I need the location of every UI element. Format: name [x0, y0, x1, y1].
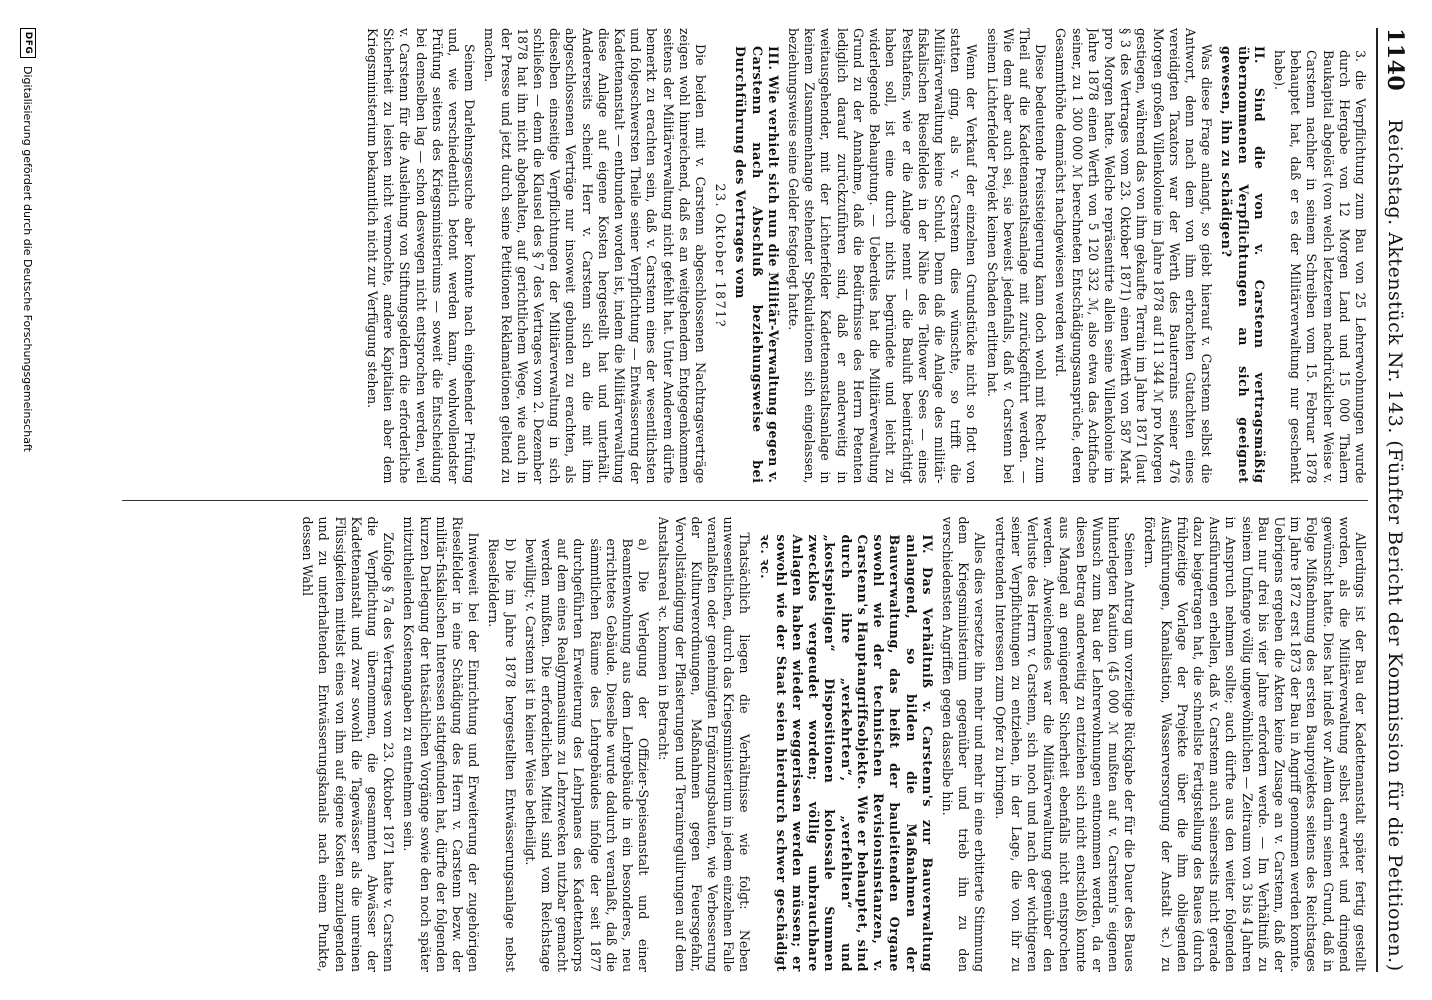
paragraph: Thatsächlich liegen die Verhältnisse wie folgt: Neben unwesentlichen, durch das Kriegsministerium in jedem einzelnen Falle veranlaßten oder genehmigten Ergänzungsbauten, wie Verbesserung der Kulturverordnungen, Maßnahmen gegen Feuersgefahr, Vervollständigung der Pflasterungen und Terrainregulirungen auf dem Anstaltsareal ꝛc. kommen in Betracht: — [656, 516, 753, 972]
paragraph: Seinen Antrag um vorzeitige Rückgabe der für die Dauer des Baues hinterlegten Kaution (45 000 ℳ mußten auf v. Carstenn's eigenen Wunsch zum Bau der Lehrerwohnungen entnommen werden, da er diesen Betrag anderweitig zu entziehen sich nicht entschloß) konnte aus Mangel an genügender Sicherheit ebenfalls nicht entsprochen werden. Abweichendes war die Militärverwaltung gegenüber den Verluste des Herrn v. Carstenn, sich noch und nach der wichtigeren seiner Verpflichtungen zu entziehen, in der Lage, die von ihr zu vertretenden Interessen zum Opfer zu bringen. — [992, 516, 1138, 972]
column-divider — [122, 500, 1368, 501]
paragraph: Die beiden mit v. Carstenn abgeschlossenen Nachtragsverträge zeigen wohl hinreichend, daß es an weitgehendem Entgegenkommen seitens der Militärverwaltung nicht gefehlt hat. Unter Anderem dürfte bemerkt zu erachten sein, daß v. Carstenn eines der wesentlichsten und folgeschwersten Theile seiner Verpflichtung — Entwässerung der Kadettenanstalt — entbunden worden ist, indem die Militärverwaltung diese Anlage auf eigene Kosten hergestellt hat und unterhält. Andererseits scheint Herr v. Carstenn sich an die mit ihm abgeschlossenen Verträge nur insoweit gebunden zu erachten, als dieselben einseitige Verpflichtungen der Militärverwaltung in sich schließen — denn die Klausel des § 7 des Vertrages vom 2. Dezember 1878 hat ihn nicht abgehalten, auf gerichtlichem Wege, wie auch in der Presse und jetzt durch seine Petitionen Reklamationen geltend zu machen. — [482, 28, 709, 484]
right-column — [122, 517, 1368, 973]
page-number: 1140 — [1382, 28, 1408, 92]
paragraph: Inwieweit bei der Einrichtung und Erweiterung der zugehörigen Rieselfelder in eine Schädigung des Herrn v. Carstenn bezw. der militär-fiskalischen Interessen stattgefunden hat, dürfte der folgenden kurzen Darlegung der thatsächlichen Vorgänge sowie den noch später mitzutheilenden Kostenangaben zu entnehmen sein. — [401, 516, 482, 972]
paragraph: 3. die Verpflichtung zum Bau von 25 Lehrerwohnungen wurde durch Hergabe von 12 Morgen Land und 15 000 Thalern Baukapital abgelöst (von welch letzterem nachdrücklicher Weise v. Carstenn nachher in seinem Schreiben vom 15. Februar 1878 behauptet hat, daß er es der Militärverwaltung nur geschenkt habe). — [1271, 50, 1368, 484]
dfg-logo: DFG — [20, 28, 36, 58]
paragraph: Allerdings ist der Bau der Kadettenanstalt später fertig gestellt worden, als die Militärverwaltung selbst erwartet und dringend gewünscht hatte. Dies hat indeß vor Allem darin seinen Grund, daß in Folge Mißnehmung des ersten Bauprojektes seitens des Reichstages im Jahre 1872 erst 1873 der Bau in Angriff genommen werden konnte. Uebrigens ergeben die Akten keine Zusage an v. Carstenn, daß der Bau nur drei bis vier Jahre erfordern werde. — Im Verhältniß zu seinem Umfange völlig ungewöhnlichen — Zeitraum von 3 bis 4 Jahren in Anspruch nehmen sollte; auch dürfte aus den weiter folgenden Ausführungen erhellen, daß v. Carstenn auch seinerseits nicht gerade dazu beigetragen hat, die schnellste Fertigstellung des Baues (durch frühzeitige Vorlage der Projekte über die ihm obliegenden Ausführungen, Kanalisation, Wasserversorgung der Anstalt ꝛc.) zu fördern. — [1142, 516, 1368, 972]
paragraph: Zufolge § 7a des Vertrages vom 23. Oktober 1871 hatte v. Carstenn die Verpflichtung übernommen, die gesammten Abwässer der Kadettenanstalt und zwar sowohl die Tagewässer als die unreinen Flüssigkeiten mittelst eines von ihm auf eigene Kosten anzulegenden und zu unterhaltenden Entwässerungskanals nach einem Punkte, dessen Wahl — [300, 516, 397, 972]
page-header — [1376, 28, 1412, 972]
paragraph: Diese bedeutende Preissteigerung kann doch wohl mit Recht zum Theil auf die Kadettenanstaltsanlage mit zurückgeführt werden. — Wie dem aber auch sei, sie beweist jedenfalls, daß v. Carstenn bei seinem Lichterfelder Projekt keinen Schaden erlitten hat. — [984, 28, 1049, 484]
paragraph: Seinem Darlehnsgesuche aber konnte nach eingehender Prüfung und, wie verschiedentlich betont werden kann, wohlwollendster Prüfung seitens des Kriegsministeriums — soweit die Entscheidung bei demselben lag — schon deswegen nicht entsprochen werden, weil v. Carstenn für die Ausleihung von Stiftungsgeldern die erforderliche Sicherheit zu leisten nicht vermochte, andere Kapitalien aber dem Kriegsministerium bekanntlich nicht zur Verfügung stehen. — [365, 28, 478, 484]
paragraph: Alles dies versetzte ihn mehr und mehr in eine erbitterte Stimmung dem Kriegsministerium gegenüber und trieb ihn zu den verschiedensten Angriffen gegen dasselbe hin. — [939, 516, 988, 972]
page-content — [122, 28, 1412, 972]
paragraph: Wenn der Verkauf der einzelnen Grundstücke nicht so flott von statten ging, als v. Carstenn dies wünschte, so trifft die Militärverwaltung keine Schuld. Denn daß die Anlage des militär-fiskalischen Rieselfeldes in der Nähe des Teltower Sees — eines Pesthafens, wie er die Anlage nennt — die Bauluft beeinträchtigt haben soll, ist eine durch nichts begründete und leicht zu widerlegende Behauptung. — Ueberdies hat die Militärverwaltung Grund zu der Annahme, daß die Bedürfnisse des Herrn Petenten lediglich darauf zurückzuführen sind, daß er anderweitig in weitausgehender, mit der Lichterfelder Kadettenanstaltsanlage in keinem Zusammenhange stehender Spekulationen sich eingelassen, beziehungsweise seine Gelder festgelegt hatte. — [786, 28, 980, 484]
paragraph: 23. Oktober 1871? — [713, 183, 729, 328]
page-title: Reichstag. Aktenstück Nr. 143. (Fünfter Bericht der Kommission für die Petitionen.) — [1384, 119, 1406, 972]
digitization-footer — [18, 28, 38, 972]
paragraph: Was diese Frage anlangt, so giebt hierauf v. Carstenn selbst die Antwort, denn nach dem von ihm erbrachten Gutachten eines vereidigten Taxators war der Werth des Bauterrains seiner 476 Morgen großen Villenkolonie im Jahre 1878 auf 11 344 ℳ pro Morgen gestiegen, während das von ihm gekaufte Terrain im Jahre 1871 (laut § 3 des Vertrages vom 23. Oktober 1871) einen Werth von 587 Mark pro Morgen hatte. Welche repräsentirte allein seine Villenkolonie im Jahre 1878 einen Werth von 5 120 332 ℳ, also etwa das Achtfache seiner, zu 1 300 000 ℳ berechneten Entschädigungsansprüche, deren Gesammthöhe demnächst nachgewiesen werden wird. — [1053, 28, 1215, 484]
digitization-credit: Digitalisierung gefördert durch die Deutsche Forschungsgemeinschaft — [21, 66, 35, 452]
left-column — [122, 28, 1368, 484]
section-heading: II. Sind die von v. Carstenn vertragsmäßig übernommenen Verpflichtungen an sich geeignet gewesen, ihn zu schädigen? — [1219, 46, 1267, 484]
text-columns — [122, 28, 1368, 972]
paragraph: a) Die Verlegung der Offizier-Speiseanstalt und einer Beamtenwohnung aus dem Lehrgebäude in ein besonderes, neu errichtetes Gebäude. Dieselbe wurde dadurch veranlaßt, daß die sämmtlichen Räume des Lehrgebäudes infolge der seit 1877 durchgeführten Erweiterung des Lehrplanes des Kadettenkorps auf dem eines Realgymnasiums zu Lehrzwecken nutzbar gemacht werden mußten. Die erforderlichen Mittel sind vom Reichstage bewilligt; v. Carstenn ist in keiner Weise betheiligt. — [522, 538, 652, 972]
section-heading: IV. Das Verhältniß v. Carstenn's zur Bauverwaltung anlangend, so bilden die Maßnahmen der Bauverwaltung, das heißt der bauleitenden Organe sowohl wie der technischen Revisionsinstanzen, v. Carstenn's Hauptangriffsobjekte. Wie er behauptet, sind durch ihre „verkehrten“, „verfehlten“ und „kostspieligen“ Dispositionen kolossale Summen zwecklos vergeudet worden; völlig unbrauchbare Anlagen haben wieder weggerissen werden müssen; er sowohl wie der Staat seien hierdurch schwer geschädigt ꝛc. ꝛc. — [757, 534, 935, 972]
section-heading: III. Wie verhielt sich nun die Militär-Verwaltung gegen v. Carstenn nach Abschluß beziehungsweise bei Durchführung des Vertrages vom — [733, 46, 781, 484]
paragraph: b) Die im Jahre 1878 hergestellten Entwässerungsanlage nebst Rieselfeldern. — [486, 538, 518, 972]
